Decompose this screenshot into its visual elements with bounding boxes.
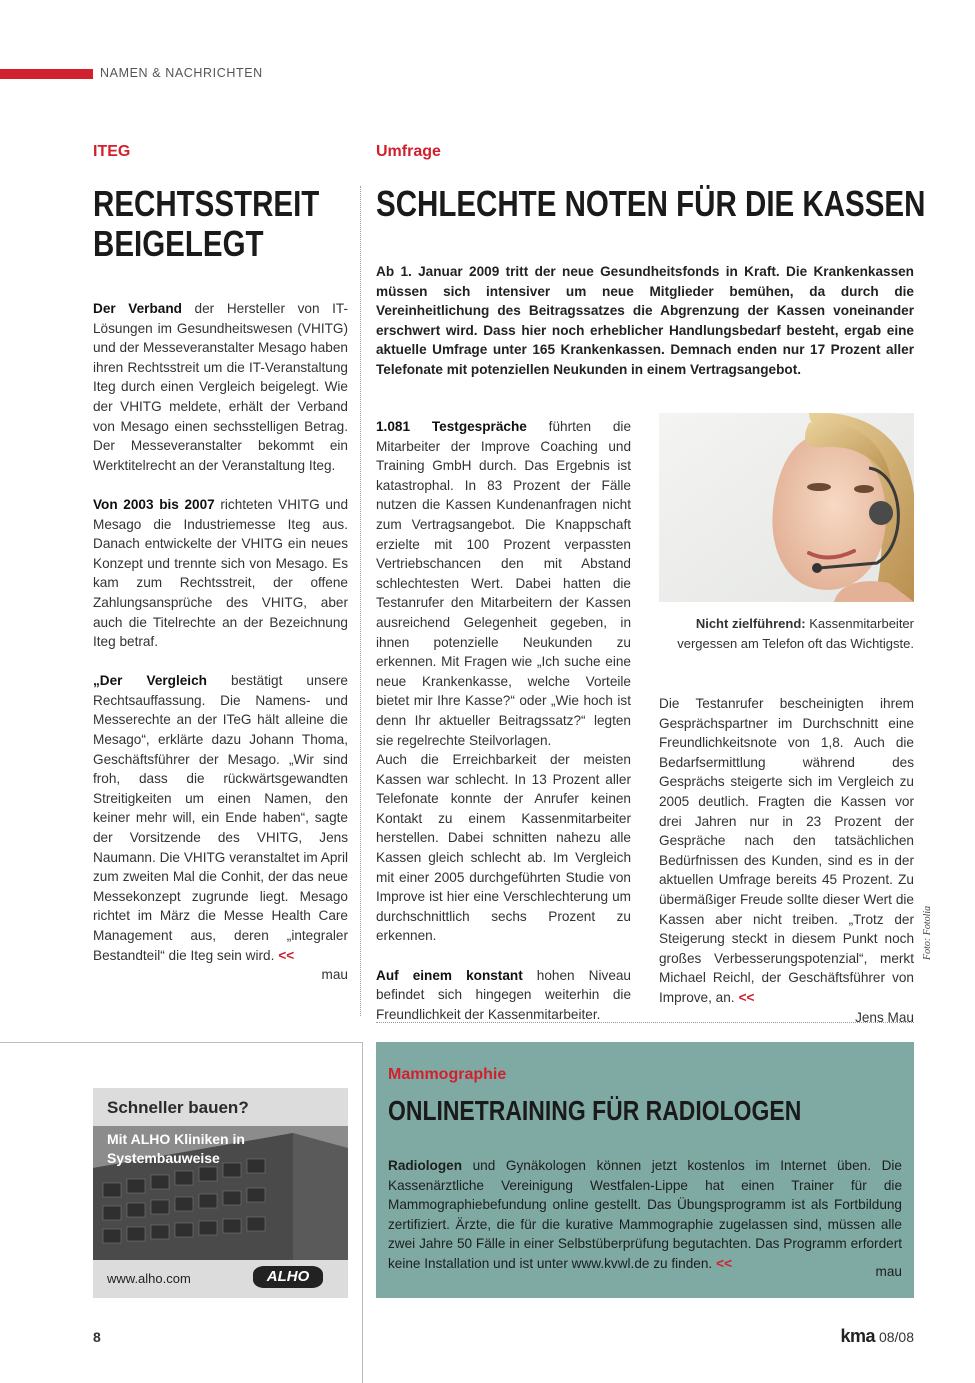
left-p3-text: bestätigt unsere Rechtsauffassung. Die Namens- und Messerechte an der ITeG hält alleine die Mesago“, erklärte dazu Johann Thoma, Geschäftsführer der Mesago. „Wir sind froh, dass die rückwärtsgewandten Streitigkeiten um einen Namen, den keiner mehr will, ein Ende haben“, sagte der Vorsitzende des VHITG, Jens Naumann. Die VHITG veranstaltet im April zum zweiten Mal die Conhit, der das neue Messekonzept zugrunde liegt. Mesago richtet im März die Messe Health Care Management aus, deren „integraler Bestandteil“ die Iteg sein wird. (93, 673, 348, 963)
magazine-footer (841, 1326, 914, 1347)
page-number: 8 (93, 1329, 101, 1345)
ad-url[interactable]: www.alho.com (107, 1271, 191, 1286)
caption-lead: Nicht zielführend: (695, 616, 806, 631)
main-p1-lead: 1.081 Testgespräche (376, 419, 527, 434)
main-paragraph-3 (376, 966, 631, 1025)
ad-subtitle (107, 1130, 245, 1168)
end-mark: << (738, 989, 755, 1005)
main-article-author: Jens Mau (855, 1009, 914, 1025)
main-article-column-1 (376, 417, 631, 1024)
main-article-kicker: Umfrage (376, 143, 441, 160)
left-article-author: mau (321, 967, 348, 983)
call-center-photo (659, 413, 914, 602)
box-text: und Gynäkologen können jetzt kostenlos im Internet üben. Die Kassenärztliche Vereinigung Westfalen-Lippe hat einen Trainer für die Mammographiebefundung online gestellt. Das Übungsprogramm ist als Fortbildung zertifiziert. Ärzte, die für die kurative Mammographie zugelassen sind, müssen alle zwei Jahre 50 Fälle in einer Selbstüberprüfung begutachten. Das Programm erfordert keine Installation und ist unter www.kvwl.de zu finden. (388, 1158, 902, 1271)
end-mark: << (278, 947, 295, 963)
ad-subtitle-line1: Mit ALHO Kliniken in (107, 1131, 245, 1147)
left-article-headline (93, 184, 319, 264)
left-paragraph-2 (93, 495, 348, 652)
ad-title: Schneller bauen? (107, 1098, 249, 1117)
mammographie-box (376, 1042, 914, 1298)
left-paragraph-3 (93, 671, 348, 965)
left-article-body (93, 299, 348, 985)
main-p1-text: führten die Mitarbeiter der Improve Coaching und Training GmbH durch. Das Ergebnis ist katastrophal. In 83 Prozent der Fälle nutzen die Kassen Kundenanfragen nicht zum Vertragsangebot. Die Knappschaft erzielte mit 100 Prozent verpassten Vertriebschancen den mit Abstand schlechtesten Wert. Dabei hatten die Testanrufer den Mitarbeitern der Kassen ausreichend Gelegenheit gegeben, in ihnen potenzielle Neukunden zu erkennen. Mit Fragen wie „Ich suche eine neue Krankenkasse, welche Vorteile bietet mir Ihre Kasse?“ oder „Wie hoch ist denn Ihr aktueller Beitragssatz?“ legten sie regelrechte Steilvorlagen. (376, 419, 631, 748)
main-p3-text: hohen Niveau befindet sich hingegen weiterhin die Freundlichkeit der Kassenmitarbeiter. (376, 967, 631, 1022)
main-paragraph-2: Auch die Erreichbarkeit der meisten Kassen war schlecht. In 13 Prozent aller Telefonate konnte der Anrufer keinen Kontakt zu einem Kassenmitarbeiter herstellen. Dabei schnitten nahezu alle Kassen gleich schlecht ab. Im Vergleich mit einer 2005 durchgeführten Studie von Improve ist hier eine Verschlechterung um durchschnittlich sechs Prozent zu erkennen. (376, 752, 631, 944)
photo-credit: Foto: Fotolia (922, 905, 933, 960)
alho-logo: ALHO (253, 1266, 323, 1288)
box-body (388, 1156, 902, 1274)
box-lead: Radiologen (388, 1158, 463, 1173)
box-author: mau (875, 1264, 902, 1279)
left-headline-line2: BEIGELEGT (93, 223, 264, 264)
section-accent-bar (0, 69, 93, 79)
box-kicker: Mammographie (388, 1066, 507, 1083)
left-p1-lead: Der Verband (93, 301, 182, 316)
left-p2-lead: Von 2003 bis 2007 (93, 496, 215, 512)
left-p2-text: richteten VHITG und Mesago die Industriemesse Iteg aus. Danach entwickelte der VHITG ein neues Konzept und trennte sich von Mesago. Es kam zum Rechtsstreit, der offene Zahlungsansprüche des VHITG, aber auch die Titelrechte an der Bezeichnung Iteg betraf. (93, 496, 348, 650)
main-article-headline: SCHLECHTE NOTEN FÜR DIE KASSEN (376, 183, 926, 224)
main-paragraph-1 (376, 417, 631, 750)
section-label: NAMEN & NACHRICHTEN (100, 66, 263, 80)
main-p3-lead: Auf einem konstant (376, 967, 523, 983)
ad-subtitle-line2: Systembauweise (107, 1150, 220, 1166)
magazine-brand: kma (840, 1326, 876, 1346)
column-divider (360, 186, 361, 1016)
box-headline: ONLINETRAINING FÜR RADIOLOGEN (388, 1095, 802, 1126)
caption-text: Kassenmitarbeiter vergessen am Telefon oft das Wichtigste. (677, 616, 914, 651)
left-p1-text: der Hersteller von IT-Lösungen im Gesundheitswesen (VHITG) und der Messeveranstalter Mesago haben ihren Rechtsstreit um die IT-Veranstaltung Iteg durch einen Vergleich beigelegt. Wie der VHITG meldete, erhält der Verband von Mesago einen sechsstelligen Betrag. Der Messeveranstalter bekommt ein Werktitelrecht an der Veranstaltung Iteg. (93, 301, 348, 473)
end-mark: << (716, 1255, 733, 1271)
left-p3-lead: „Der Vergleich (93, 673, 207, 689)
issue-number: 08/08 (878, 1329, 914, 1345)
left-paragraph-1 (93, 299, 348, 475)
main-p4-text: Die Testanrufer bescheinigten ihrem Gesprächspartner im Durchschnitt eine Freundlichkeitsnote von 1,8. Auch die Bedarfsermittlung während des Gesprächs steigerte sich im Vergleich zu 2005 deutlich. Fragten die Kassen vor drei Jahren nur in 23 Prozent der Gespräche nach den tatsächlichen Bedürfnissen des Kunden, sind es in der aktuellen Umfrage bereits 45 Prozent. Zu übermäßiger Freude sollte dieser Wert die Kassen aber nicht treiben. „Trotz der Steigerung steckt in diesem Punkt noch großes Verbesserungspotenzial“, merkt Michael Reichl, der Geschäftsführer von Improve, an. (659, 696, 914, 1005)
main-paragraph-4 (659, 694, 914, 1008)
photo-caption (659, 614, 914, 653)
main-article-column-2 (659, 694, 914, 1027)
left-headline-line1: RECHTSSTREIT (93, 183, 320, 224)
left-article-kicker: ITEG (93, 143, 131, 160)
alho-advertisement[interactable] (93, 1088, 348, 1298)
main-article-lead: Ab 1. Januar 2009 tritt der neue Gesundheitsfonds in Kraft. Die Krankenkassen müssen sich intensiver um neue Mitglieder bemühen, da durch die Vereinheitlichung des Beitragssatzes die Abgrenzung der Kassen voneinander erschwert wird. Dass hier noch erheblicher Handlungsbedarf besteht, ergab eine aktuelle Umfrage unter 165 Krankenkassen. Demnach enden nur 17 Prozent aller Telefonate mit potenziellen Neukunden in einem Vertragsangebot. (376, 264, 914, 377)
horizontal-divider (376, 1022, 914, 1023)
